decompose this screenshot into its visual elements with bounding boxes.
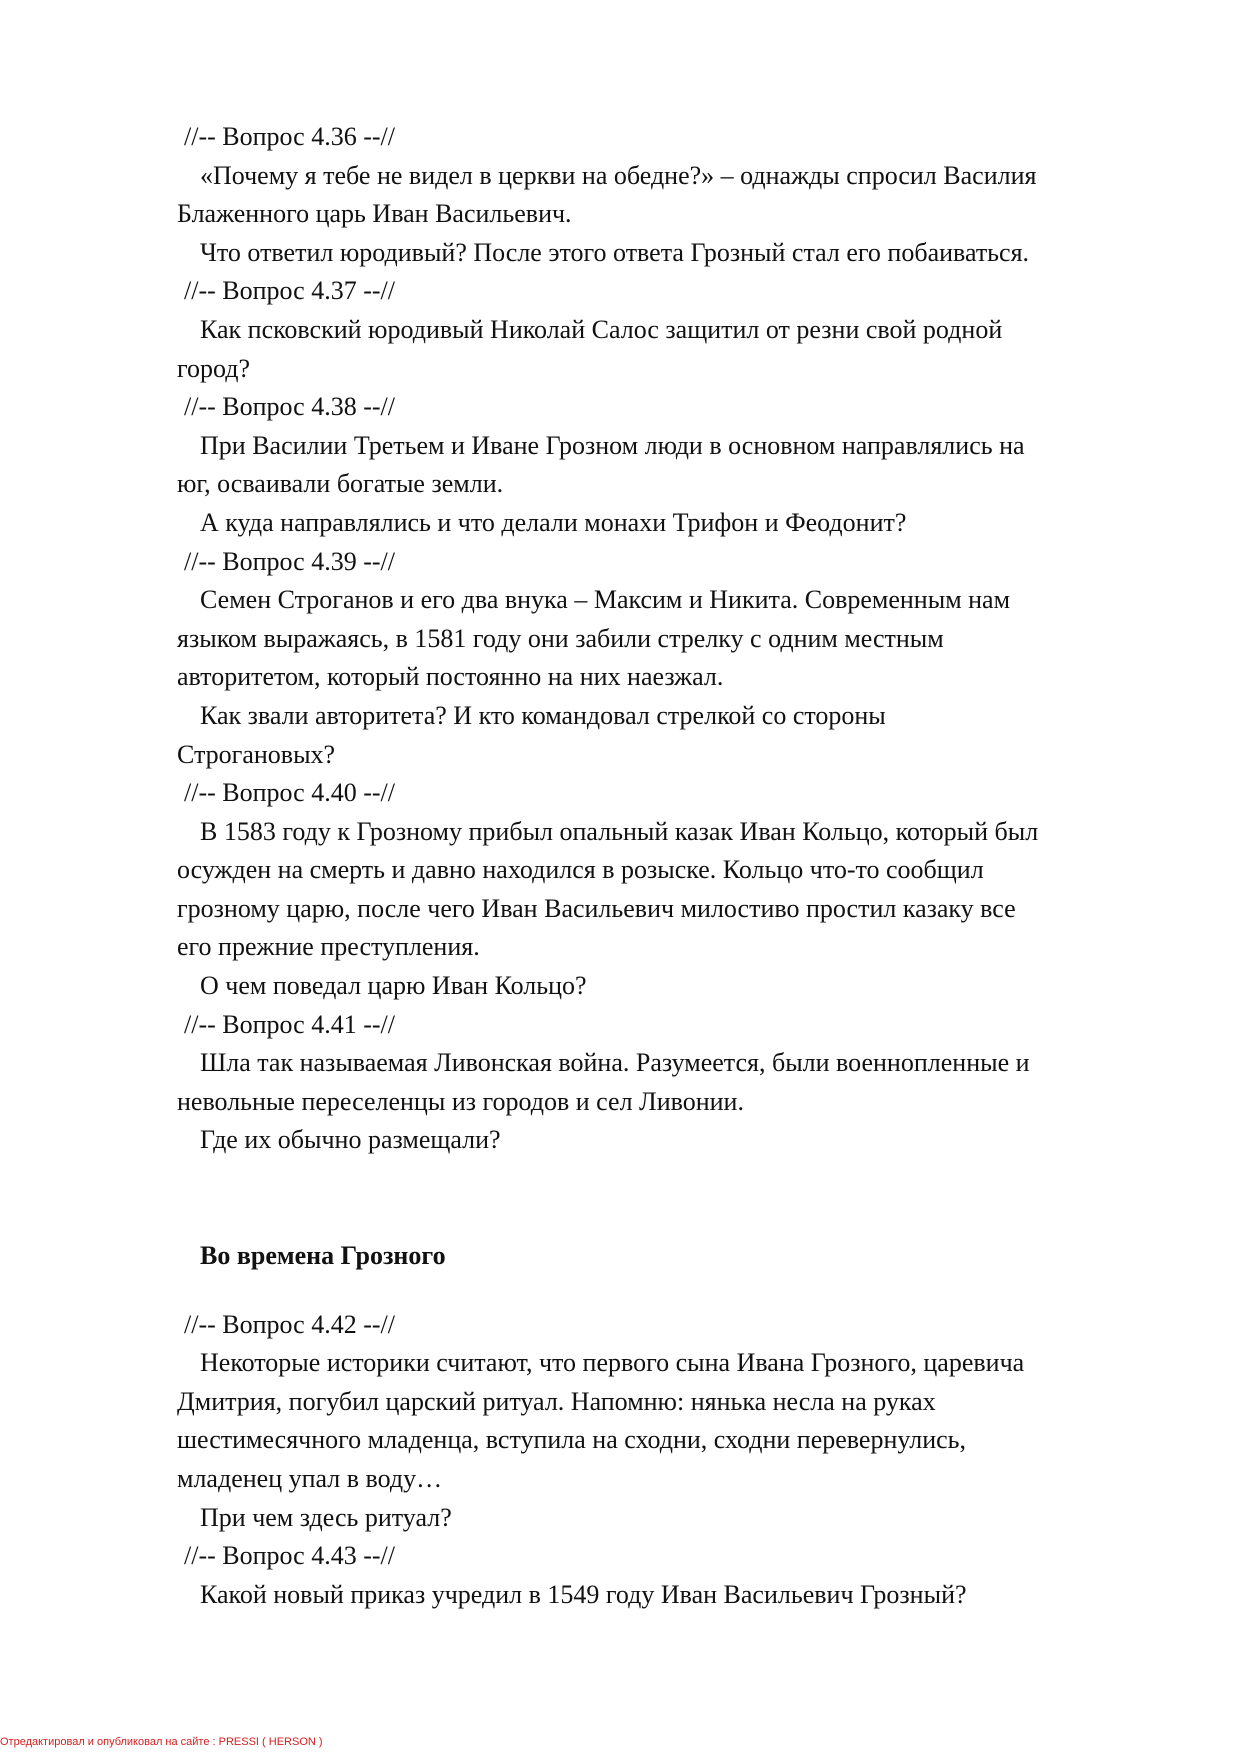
text-line: При чем здесь ритуал?	[200, 1502, 452, 1532]
text-line: осужден на смерть и давно находился в розыске. Кольцо что-то сообщил	[177, 855, 984, 885]
question-number: //-- Вопрос 4.37 --//	[184, 276, 395, 306]
text-line: При Василии Третьем и Иване Грозном люди в основном направлялись на	[200, 430, 1025, 460]
text-line: Шла так называемая Ливонская война. Разумеется, были военнопленные и	[200, 1048, 1030, 1078]
text-line: А куда направлялись и что делали монахи Трифон и Феодонит?	[200, 507, 907, 537]
question-number: //-- Вопрос 4.38 --//	[184, 392, 395, 422]
text-line: Некоторые историки считают, что первого сына Ивана Грозного, царевича	[200, 1348, 1025, 1378]
text-line: Что ответил юродивый? После этого ответа Грозный стал его побаиваться.	[200, 237, 1030, 267]
text-line: Какой новый приказ учредил в 1549 году Иван Васильевич Грозный?	[200, 1579, 967, 1609]
section-heading: Во времена Грозного	[200, 1241, 446, 1271]
text-line: грозному царю, после чего Иван Васильевич милостиво простил казаку все	[177, 893, 1016, 923]
text-line: Блаженного царь Иван Васильевич.	[177, 199, 572, 229]
text-line: шестимесячного младенца, вступила на сходни, сходни перевернулись,	[177, 1425, 967, 1455]
text-line: город?	[177, 353, 251, 383]
text-block-lower	[177, 1306, 1157, 1615]
text-line: языком выражаясь, в 1581 году они забили стрелку с одним местным	[177, 623, 944, 653]
text-line: Дмитрия, погубил царский ритуал. Напомню: нянька несла на руках	[177, 1386, 936, 1416]
text-block-upper	[177, 118, 1157, 1160]
text-line: Строгановых?	[177, 739, 336, 769]
text-line: юг, осваивали богатые земли.	[177, 469, 504, 499]
footer-credit: Отредактировал и опубликовал на сайте : PRESSI ( HERSON )	[0, 1736, 323, 1748]
question-number: //-- Вопрос 4.36 --//	[184, 122, 395, 151]
text-line: Как псковский юродивый Николай Салос защитил от резни свой родной	[200, 314, 1003, 344]
question-number: //-- Вопрос 4.43 --//	[184, 1541, 395, 1571]
question-number: //-- Вопрос 4.40 --//	[184, 778, 395, 808]
question-number: //-- Вопрос 4.41 --//	[184, 1009, 395, 1039]
text-line: невольные переселенцы из городов и сел Ливонии.	[177, 1086, 744, 1116]
document-body	[177, 118, 1157, 1614]
text-line: младенец упал в воду…	[177, 1464, 443, 1493]
text-line: его прежние преступления.	[177, 932, 480, 962]
question-number: //-- Вопрос 4.39 --//	[184, 546, 395, 576]
text-line: О чем поведал царю Иван Кольцо?	[200, 971, 587, 1001]
text-line: авторитетом, который постоянно на них наезжал.	[177, 662, 724, 692]
text-line: Семен Строганов и его два внука – Максим и Никита. Современным нам	[200, 585, 1011, 615]
text-line: В 1583 году к Грозному прибыл опальный казак Иван Кольцо, который был	[200, 816, 1039, 846]
text-line: Где их обычно размещали?	[200, 1125, 501, 1155]
text-line: Как звали авторитета? И кто командовал стрелкой со стороны	[200, 700, 886, 730]
text-line: «Почему я тебе не видел в церкви на обедне?» – однажды спросил Василия	[200, 160, 1037, 190]
question-number: //-- Вопрос 4.42 --//	[184, 1309, 395, 1339]
